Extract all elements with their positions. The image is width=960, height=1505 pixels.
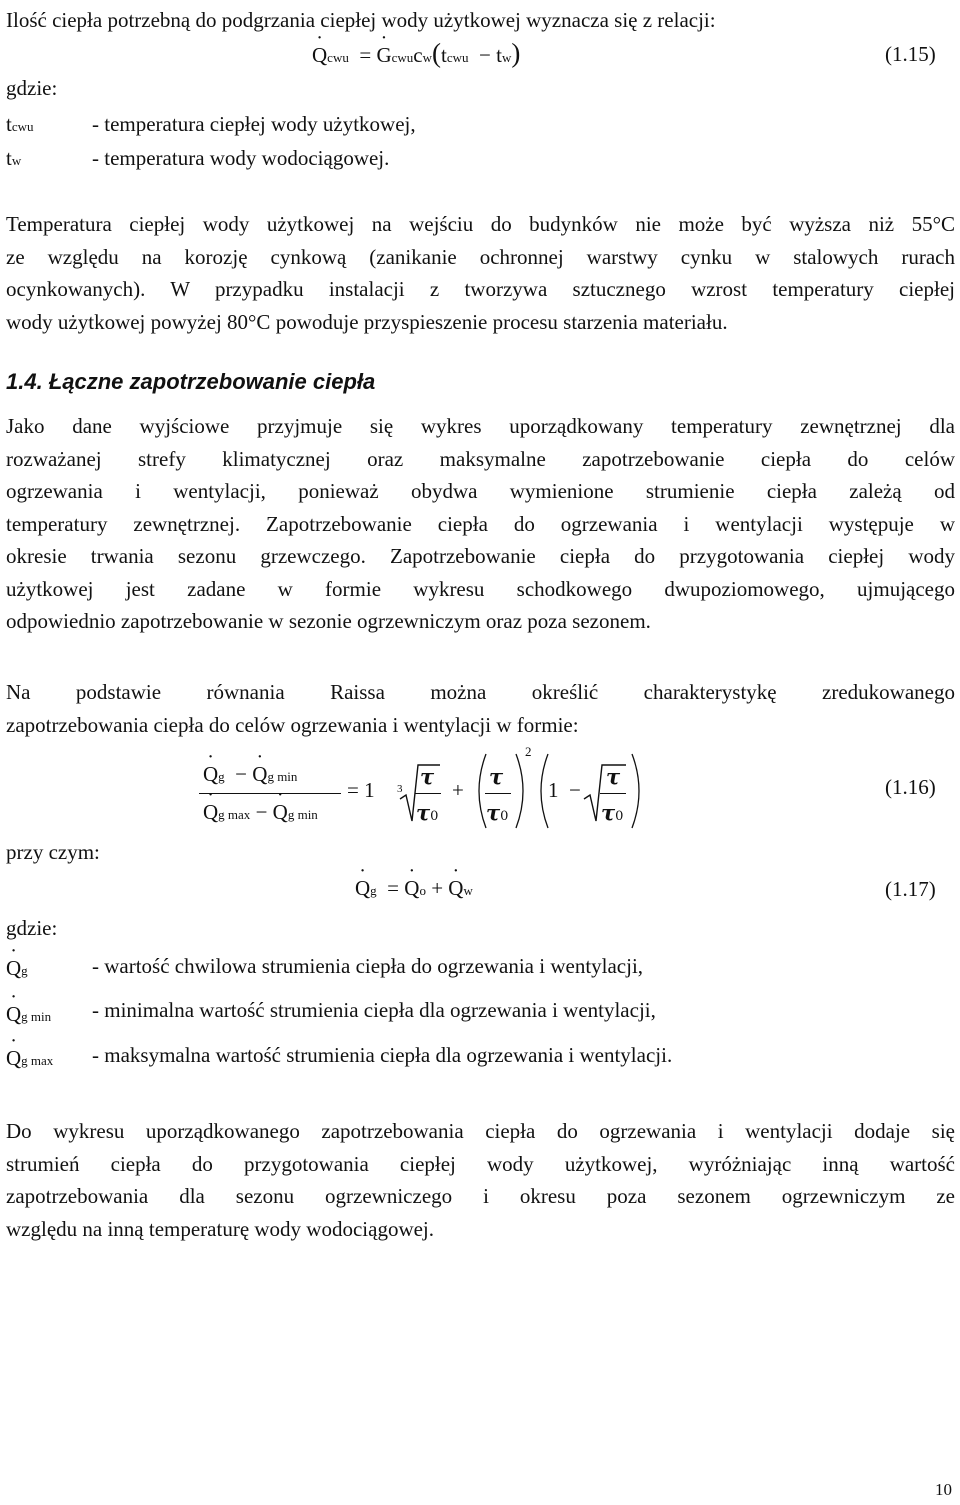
def-symbol-tcwu: tcwu <box>6 112 34 136</box>
def-symbol-qg: · Qg <box>6 956 28 981</box>
def-symbol-qgmax: · Qg max <box>6 1046 53 1071</box>
equation-number-1-16: (1.16) <box>885 775 936 799</box>
section-number: 1.4. <box>6 369 43 394</box>
equation-number-1-15: (1.15) <box>885 42 936 66</box>
def-desc-tcwu: - temperatura ciepłej wody użytkowej, <box>92 112 416 136</box>
def-desc-qgmax: - maksymalna wartość strumienia ciepła dla ogrzewania i wentylacji. <box>92 1043 673 1067</box>
paragraph-input-data: Jako dane wyjściowe przyjmuje się wykres uporządkowany temperatury zewnętrznej dla rozważanej strefy klimatycznej oraz maksymalne zapotrzebowanie ciepła do celów ogrzewania i wentylacji, ponieważ obydwa wymienione strumienie ciepła zależą od temperatury zewnętrznej. Zapotrzebowanie ciepła do ogrzewania i wentylacji występuje w okresie trwania sezonu grzewczego. Zapotrzebowanie ciepła do przygotowania ciepłej wody użytkowej jest zadane w formie wykresu schodkowego dwupoziomowego, ujmującego odpowiednio zapotrzebowanie w sezonie ogrzewniczym oraz poza sezonem. <box>6 414 955 633</box>
def-symbol-tw: tw <box>6 146 22 170</box>
document-page: Ilość ciepła potrzebną do podgrzania ciepłej wody użytkowej wyznacza się z relacji: · Qcwu = · Gcwucw(tcwu − tw) (1.15) gdzie: tcwu - temperatura ciepłej wody użytkowej, tw - temperatura wody wodociągowej. Temperatura ciepłej wody użytkowej na wejściu do budynków nie może być wyższa niż 55°C ze względu na korozję cynkową (zanikanie ochronnej warstwy cynku w stalowych rurach ocynkowanych). W przypadku instalacji z tworzywa sztucznego wzrost temperatury ciepłej wody użytkowej powyżej 80°C powoduje przyspieszenie procesu starzenia materiału. 1.4. Łączne zapotrzebowanie ciepła Jako dane wyjściowe przyjmuje się wykres uporządkowany temperatury zewnętrznej dla rozważanej strefy klimatycznej oraz maksymalne zapotrzebowanie ciepła do celów ogrzewania i wentylacji, ponieważ obydwa wymienione strumienie ciepła zależą od temperatury zewnętrznej. Zapotrzebowanie ciepła do ogrzewania i wentylacji występuje w okresie trwania sezonu grzewczego. Zapotrzebowanie ciepła do przygotowania ciepłej wody użytkowej jest zadane w formie wykresu schodkowego dwupoziomowego, ujmującego odpowiednio zapotrzebowanie w sezonie ogrzewniczym oraz poza sezonem. Na podstawie równania Raissa można określić charakterystykę zredukowanego zapotrzebowania ciepła do celów ogrzewania i wentylacji w formie: · Qg − · Qg min · Qg max − · Qg min = 1 3 τ τ0 + τ τ0 2 1 − τ τ0 (1.16) przy czym: · Qg = · Qo + · Qw (1.17) gdzie: · Qg - wartość chwilowa strumienia ciepła do ogrzewania i wentylacji, · Qg min - minimalna wartość strumienia ciepła dla ogrzewania i wentylacji, · Qg max - maksymalna wartość strumienia ciepła dla ogrzewania i wentylacji. Do wykresu uporządkowanego zapotrzebowania ciepła do ogrzewania i wentylacji dodaje się strumień ciepła do przygotowania ciepłej wody użytkowej, wyróżniając inną wartość zapotrzebowania dla sezonu ogrzewniczego i okresu poza sezonem ogrzewniczym ze względu na inną temperaturę wody wodociągowej. 10 <box>0 0 960 1505</box>
paragraph-raiss: Na podstawie równania Raissa można określić charakterystykę zredukowanego zapotrzebowania ciepła do celów ogrzewania i wentylacji w formie: <box>6 680 955 737</box>
page-number: 10 <box>935 1480 952 1499</box>
intro-line: Ilość ciepła potrzebną do podgrzania ciepłej wody użytkowej wyznacza się z relacji: <box>6 8 716 32</box>
equation-number-1-17: (1.17) <box>885 877 936 901</box>
def-desc-qg: - wartość chwilowa strumienia ciepła do ogrzewania i wentylacji, <box>92 954 644 978</box>
equation-1-15: · Qcwu = · Gcwucw(tcwu − tw) <box>312 38 520 69</box>
equation-1-17: · Qg = · Qo + · Qw <box>355 876 473 901</box>
def-desc-qgmin: - minimalna wartość strumienia ciepła dla ogrzewania i wentylacji, <box>92 998 656 1022</box>
paragraph-temperature: Temperatura ciepłej wody użytkowej na wejściu do budynków nie może być wyższa niż 55°C ze względu na korozję cynkową (zanikanie ochronnej warstwy cynku w stalowych rurach ocynkowanych). W przypadku instalacji z tworzywa sztucznego wzrost temperatury ciepłej wody użytkowej powyżej 80°C powoduje przyspieszenie procesu starzenia materiału. <box>6 212 955 334</box>
paragraph-chart-note: Do wykresu uporządkowanego zapotrzebowania ciepła do ogrzewania i wentylacji dodaje się strumień ciepła do przygotowania ciepłej wody użytkowej, wyróżniając inną wartość zapotrzebowania dla sezonu ogrzewniczego i okresu poza sezonem ogrzewniczym ze względu na inną temperaturę wody wodociągowej. <box>6 1119 955 1241</box>
gdzie-label: gdzie: <box>6 76 58 100</box>
gdzie-label-2: gdzie: <box>6 916 58 940</box>
close-paren-2 <box>628 752 648 830</box>
def-symbol-qgmin: · Qg min <box>6 1002 51 1027</box>
section-title: Łączne zapotrzebowanie ciepła <box>48 369 376 394</box>
close-paren <box>512 752 532 830</box>
section-heading <box>6 369 375 395</box>
przy-czym-label: przy czym: <box>6 840 100 864</box>
def-desc-tw: - temperatura wody wodociągowej. <box>92 146 390 170</box>
